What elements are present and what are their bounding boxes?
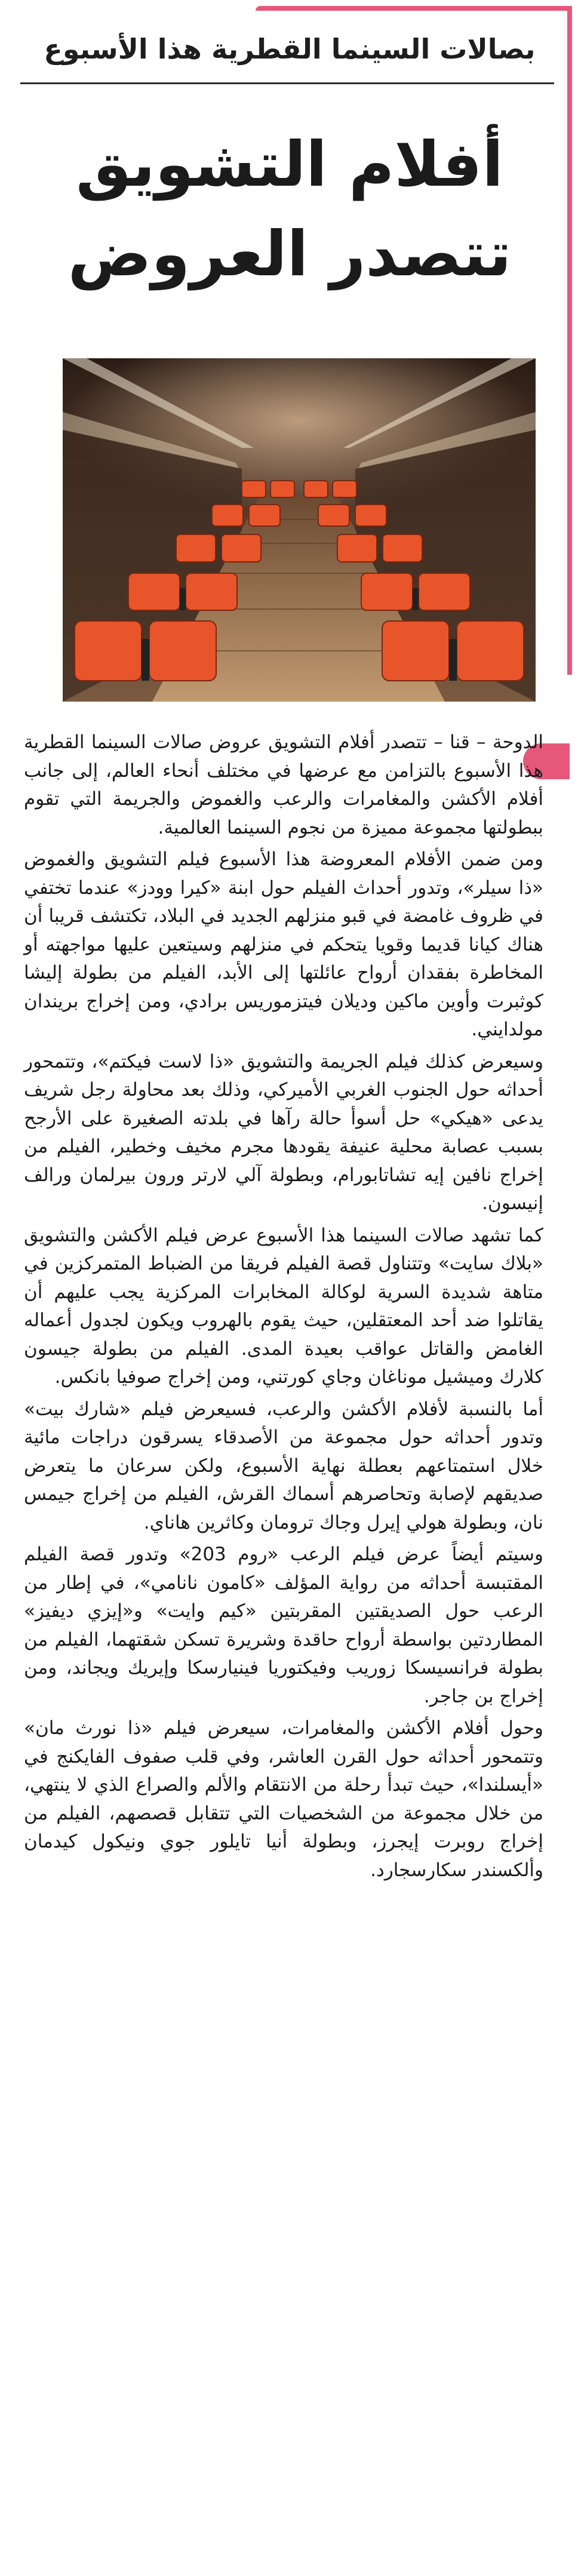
article-paragraph: الدوحة – قنا – تتصدر أفلام التشويق عروض صالات السينما القطرية هذا الأسبوع بالتزامن مع عرضها في مختلف أنحاء العالم، إلى جانب أفلام الأكشن والمغامرات والرعب والغموض والجريمة التي تقوم ببطولتها مجموعة مميزة من نجوم السينما العالمية. <box>24 731 543 838</box>
article-paragraph: وحول أفلام الأكشن والمغامرات، سيعرض فيلم «ذا نورث مان» وتتمحور أحداثه حول القرن العاشر، وفي قلب صفوف الفايكنج في «أيسلندا»، حيث تبدأ رحلة من الانتقام والألم والصراع الذي لا ينتهي، من خلال مجموعة من الشخصيات التي تتقابل قصصهم، الفيلم من إخراج روبرت إيجرز، وبطولة أنيا تايلور جوي ونيكول كيدمان وألكسندر سكارسجارد. <box>24 1717 543 1881</box>
article-paragraph: كما تشهد صالات السينما هذا الأسبوع عرض فيلم الأكشن والتشويق «بلاك سايت» وتتناول قصة الفيلم فريقا من الضباط المتمركزين في متاهة شديدة السرية لوكالة المخابرات المركزية يجب عليهم أن يقاتلوا ضد أحد المعتقلين، حيث يقوم بالهروب ويكون لجدول أعماله الغامض والقاتل عواقب بعيدة المدى. الفيلم من بطولة جيسون كلارك وميشيل موناغان وجاي كورتني، ومن إخراج صوفيا بانكس. <box>24 1224 543 1388</box>
accent-frame-top <box>256 6 572 11</box>
headline-line-2: تتصدر العروض <box>67 217 512 290</box>
article-paragraph: وسيتم أيضاً عرض فيلم الرعب «روم 203» وتدور قصة الفيلم المقتبسة أحداثه من رواية المؤلف «كامون نانامي»، في إطار من الرعب حول الصديقتين المقربتين «كيم وايت» و«إيزي ديفيز» المطاردتين بواسطة أرواح حاقدة وشريرة تسكن شقتهما، الفيلم من بطولة فرانسيسكا زوريب وفيكتوريا فينيارسكا وإيريك ويجاند، ومن إخراج بن جاجر. <box>24 1544 544 1707</box>
article-paragraph: أما بالنسبة لأفلام الأكشن والرعب، فسيعرض فيلم «شارك بيت» وتدور أحداثه حول مجموعة من الأصدقاء يسرقون دراجات مائية خلال استمتاعهم بعطلة نهاية الأسبوع، ولكن سرعان ما يتعرض صديقهم لإصابة وتحاصرهم أسماك القرش، الفيلم من إخراج جيمس نان، وبطولة هولي إيرل وجاك ترومان وكاثرين هاناي. <box>24 1398 543 1533</box>
headline <box>24 119 555 299</box>
kicker-divider <box>20 82 554 84</box>
article-body <box>24 728 543 1888</box>
headline-line-1: أفلام التشويق <box>75 128 504 201</box>
section-kicker: بصالات السينما القطرية هذا الأسبوع <box>44 33 536 65</box>
cinema-hall-photo <box>63 358 536 702</box>
article-paragraph: ومن ضمن الأفلام المعروضة هذا الأسبوع فيلم التشويق والغموض «ذا سيلر»، وتدور أحداث الفيلم حول ابنة «كيرا وودز» عندما تختفي في ظروف غامضة في قبو منزلهم الجديد في البلاد، تكتشف قريبا أن هناك كيانا قديما وقويا يتحكم في منزلهم وسيتعين عليها مواجهته أو المخاطرة بفقدان أرواح عائلتها إلى الأبد، الفيلم من بطولة إليشا كوثبرت وأوين ماكين وديلان فيتزموريس برادي، ومن إخراج بريندان مولدايني. <box>24 849 543 1040</box>
accent-frame-right <box>567 6 572 675</box>
article-paragraph: وسيعرض كذلك فيلم الجريمة والتشويق «ذا لاست فيكتم»، وتتمحور أحداثه حول الجنوب الغربي الأميركي، وذلك بعد محاولة رجل شريف يدعى «هيكي» حل أسوأ حالة رآها في بلدته الصغيرة على الأرجح بسبب عصابة محلية عنيفة يقودها مجرم مخيف وخطير، الفيلم من إخراج نافين إيه تشاتابورام، وبطولة آلي لارتر ورون بيرلمان ورالف إنيسون. <box>24 1050 543 1214</box>
cinema-hall-illustration <box>63 358 536 702</box>
